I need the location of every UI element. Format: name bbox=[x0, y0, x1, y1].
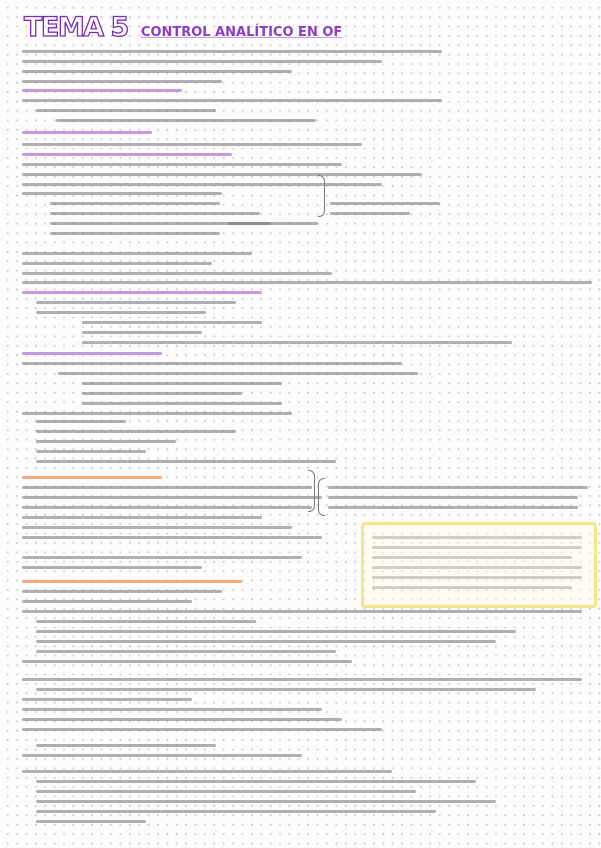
text-line bbox=[36, 820, 146, 823]
text-line bbox=[36, 420, 126, 423]
text-line bbox=[22, 516, 262, 519]
page-subtitle: CONTROL ANALÍTICO EN OF bbox=[140, 25, 343, 40]
text-line bbox=[328, 506, 578, 509]
text-line bbox=[36, 650, 336, 653]
text-line bbox=[328, 496, 578, 499]
text-line bbox=[22, 352, 162, 355]
highlight-box bbox=[361, 522, 597, 608]
text-line bbox=[22, 60, 382, 63]
text-line bbox=[36, 450, 146, 453]
text-line bbox=[22, 163, 342, 166]
text-line bbox=[22, 70, 292, 73]
text-line bbox=[22, 698, 192, 701]
text-line bbox=[36, 311, 206, 314]
text-line bbox=[22, 590, 222, 593]
text-line bbox=[22, 291, 262, 294]
text-line bbox=[56, 119, 316, 122]
text-line bbox=[22, 476, 162, 479]
text-line bbox=[22, 99, 442, 102]
text-line bbox=[22, 153, 232, 156]
text-line bbox=[58, 372, 418, 375]
text-line bbox=[22, 362, 402, 365]
title-row bbox=[24, 12, 342, 42]
text-line bbox=[22, 496, 322, 499]
text-line bbox=[82, 321, 262, 324]
text-line bbox=[50, 232, 220, 235]
brace bbox=[308, 470, 315, 512]
text-line bbox=[82, 392, 242, 395]
brace bbox=[318, 478, 325, 516]
text-line bbox=[22, 678, 582, 681]
text-line bbox=[22, 183, 382, 186]
text-line bbox=[228, 222, 318, 225]
text-line bbox=[22, 610, 582, 613]
text-line bbox=[22, 566, 202, 569]
text-line bbox=[22, 252, 252, 255]
text-line bbox=[22, 708, 322, 711]
text-line bbox=[36, 440, 176, 443]
text-line bbox=[22, 143, 362, 146]
text-line bbox=[22, 718, 342, 721]
text-line bbox=[36, 744, 216, 747]
text-line bbox=[36, 460, 336, 463]
text-line bbox=[50, 202, 220, 205]
text-line bbox=[22, 173, 422, 176]
text-line bbox=[22, 412, 292, 415]
text-line bbox=[82, 382, 282, 385]
brace bbox=[318, 175, 325, 217]
text-line bbox=[22, 281, 592, 284]
text-line bbox=[22, 131, 152, 134]
text-line bbox=[22, 192, 222, 195]
text-line bbox=[22, 660, 352, 663]
text-line bbox=[50, 212, 260, 215]
text-line bbox=[36, 810, 436, 813]
text-line bbox=[36, 790, 416, 793]
page-title: TEMA 5 bbox=[24, 12, 128, 43]
text-line bbox=[36, 630, 516, 633]
text-line bbox=[22, 262, 212, 265]
text-line bbox=[36, 620, 256, 623]
text-line bbox=[22, 556, 302, 559]
text-line bbox=[36, 430, 236, 433]
text-line bbox=[82, 331, 202, 334]
text-line bbox=[22, 580, 242, 583]
text-line bbox=[22, 80, 222, 83]
text-line bbox=[36, 301, 236, 304]
text-line bbox=[36, 800, 496, 803]
text-line bbox=[22, 89, 182, 92]
text-line bbox=[36, 640, 496, 643]
text-line bbox=[82, 402, 282, 405]
text-line bbox=[22, 536, 322, 539]
text-line bbox=[36, 780, 476, 783]
text-line bbox=[22, 526, 292, 529]
text-line bbox=[22, 506, 312, 509]
text-line bbox=[22, 754, 302, 757]
text-line bbox=[22, 50, 442, 53]
text-line bbox=[22, 728, 382, 731]
text-line bbox=[330, 212, 410, 215]
text-line bbox=[22, 770, 392, 773]
text-line bbox=[22, 486, 312, 489]
text-line bbox=[328, 486, 588, 489]
text-line bbox=[22, 272, 332, 275]
text-line bbox=[82, 341, 512, 344]
text-line bbox=[330, 202, 440, 205]
text-line bbox=[36, 688, 536, 691]
text-line bbox=[36, 109, 216, 112]
text-line bbox=[22, 600, 192, 603]
